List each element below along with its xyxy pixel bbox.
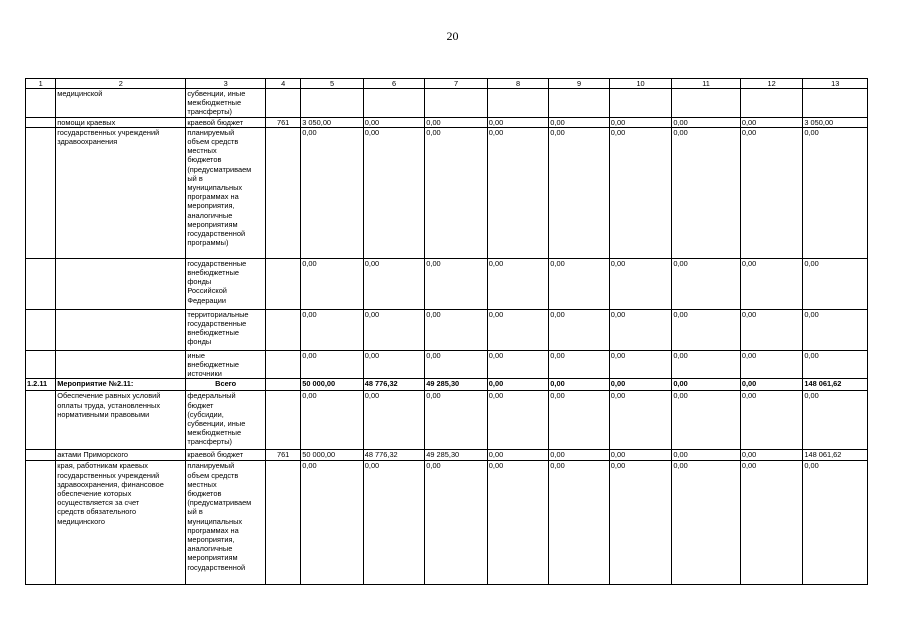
- funding-source-cell: Всего: [186, 379, 266, 391]
- column-header: 2: [56, 79, 186, 89]
- value-cell: 0,00: [549, 117, 610, 127]
- code-cell: 761: [265, 450, 300, 461]
- code-cell: [265, 309, 300, 350]
- column-header: 5: [301, 79, 364, 89]
- value-cell: 0,00: [301, 258, 364, 309]
- value-cell: 0,00: [487, 258, 549, 309]
- value-cell: 0,00: [487, 379, 549, 391]
- row-id-cell: [26, 117, 56, 127]
- value-cell: 0,00: [549, 450, 610, 461]
- row-id-cell: [26, 350, 56, 379]
- value-cell: 0,00: [672, 258, 741, 309]
- row-name-cell: актами Приморского: [56, 450, 186, 461]
- funding-source-cell: краевой бюджет: [186, 450, 266, 461]
- funding-source-cell: территориальные государственные внебюджетные фонды: [186, 309, 266, 350]
- value-cell: 0,00: [740, 379, 803, 391]
- code-cell: [265, 258, 300, 309]
- value-cell: 0,00: [803, 350, 868, 379]
- code-cell: [265, 461, 300, 585]
- funding-source-cell: государственные внебюджетные фонды Российской Федерации: [186, 258, 266, 309]
- value-cell: 50 000,00: [301, 450, 364, 461]
- page-number: 20: [446, 29, 459, 43]
- value-cell: 0,00: [672, 117, 741, 127]
- table-row: [26, 450, 868, 461]
- value-cell: 0,00: [487, 350, 549, 379]
- column-header: 4: [265, 79, 300, 89]
- row-id-cell: 1.2.11: [26, 379, 56, 391]
- value-cell: 0,00: [549, 391, 610, 450]
- value-cell: 0,00: [487, 391, 549, 450]
- column-header: 9: [549, 79, 610, 89]
- column-header: 13: [803, 79, 868, 89]
- value-cell: 0,00: [609, 461, 672, 585]
- header-row: [26, 79, 868, 89]
- row-id-cell: [26, 127, 56, 258]
- value-cell: 0,00: [803, 461, 868, 585]
- table-row: [26, 258, 868, 309]
- value-cell: 0,00: [363, 258, 425, 309]
- value-cell: 0,00: [363, 350, 425, 379]
- funding-source-cell: субвенции, иные межбюджетные трансферты): [186, 89, 266, 118]
- value-cell: 0,00: [740, 350, 803, 379]
- code-cell: 761: [265, 117, 300, 127]
- column-header: 1: [26, 79, 56, 89]
- row-id-cell: [26, 450, 56, 461]
- value-cell: 0,00: [425, 350, 488, 379]
- value-cell: [301, 89, 364, 118]
- value-cell: 0,00: [425, 309, 488, 350]
- row-id-cell: [26, 258, 56, 309]
- code-cell: [265, 350, 300, 379]
- row-id-cell: [26, 309, 56, 350]
- value-cell: 0,00: [803, 127, 868, 258]
- value-cell: 49 285,30: [425, 379, 488, 391]
- value-cell: 148 061,62: [803, 379, 868, 391]
- value-cell: [487, 89, 549, 118]
- value-cell: 0,00: [672, 350, 741, 379]
- value-cell: 48 776,32: [363, 379, 425, 391]
- funding-source-cell: иные внебюджетные источники: [186, 350, 266, 379]
- value-cell: [672, 89, 741, 118]
- value-cell: 0,00: [487, 461, 549, 585]
- value-cell: 0,00: [740, 258, 803, 309]
- value-cell: 0,00: [609, 379, 672, 391]
- code-cell: [265, 89, 300, 118]
- table-row: [26, 379, 868, 391]
- value-cell: [803, 89, 868, 118]
- value-cell: 0,00: [740, 450, 803, 461]
- value-cell: 0,00: [425, 127, 488, 258]
- value-cell: 0,00: [609, 309, 672, 350]
- value-cell: 0,00: [549, 461, 610, 585]
- column-header: 12: [740, 79, 803, 89]
- column-header: 7: [425, 79, 488, 89]
- value-cell: 0,00: [487, 127, 549, 258]
- budget-table: [25, 78, 868, 585]
- value-cell: 0,00: [425, 391, 488, 450]
- row-name-cell: Обеспечение равных условий оплаты труда, установленных нормативными правовыми: [56, 391, 186, 450]
- value-cell: 0,00: [301, 391, 364, 450]
- value-cell: [549, 89, 610, 118]
- value-cell: 0,00: [425, 258, 488, 309]
- funding-source-cell: планируемый объем средств местных бюджетов (предусматриваем ый в муниципальных программах на мероприятия, аналогичные мероприятиям государственной программы): [186, 127, 266, 258]
- row-id-cell: [26, 391, 56, 450]
- value-cell: [609, 89, 672, 118]
- value-cell: 0,00: [672, 391, 741, 450]
- value-cell: 0,00: [487, 117, 549, 127]
- value-cell: 0,00: [672, 450, 741, 461]
- table-row: [26, 461, 868, 585]
- code-cell: [265, 391, 300, 450]
- value-cell: [740, 89, 803, 118]
- value-cell: 49 285,30: [425, 450, 488, 461]
- value-cell: 0,00: [363, 461, 425, 585]
- table-row: [26, 350, 868, 379]
- row-name-cell: Мероприятие №2.11:: [56, 379, 186, 391]
- value-cell: 0,00: [609, 350, 672, 379]
- value-cell: 0,00: [672, 379, 741, 391]
- column-header: 11: [672, 79, 741, 89]
- value-cell: 0,00: [549, 309, 610, 350]
- value-cell: 50 000,00: [301, 379, 364, 391]
- value-cell: 3 050,00: [803, 117, 868, 127]
- funding-source-cell: краевой бюджет: [186, 117, 266, 127]
- value-cell: 0,00: [363, 309, 425, 350]
- row-id-cell: [26, 89, 56, 118]
- value-cell: 3 050,00: [301, 117, 364, 127]
- value-cell: 0,00: [740, 391, 803, 450]
- code-cell: [265, 379, 300, 391]
- row-name-cell: помощи краевых: [56, 117, 186, 127]
- value-cell: 0,00: [301, 309, 364, 350]
- table-row: [26, 117, 868, 127]
- value-cell: 48 776,32: [363, 450, 425, 461]
- value-cell: 0,00: [740, 127, 803, 258]
- value-cell: 0,00: [609, 391, 672, 450]
- value-cell: [425, 89, 488, 118]
- value-cell: 0,00: [672, 309, 741, 350]
- value-cell: 0,00: [672, 461, 741, 585]
- value-cell: 0,00: [609, 127, 672, 258]
- value-cell: 0,00: [363, 127, 425, 258]
- value-cell: 0,00: [609, 258, 672, 309]
- value-cell: 0,00: [549, 127, 610, 258]
- value-cell: 0,00: [609, 450, 672, 461]
- value-cell: 0,00: [425, 461, 488, 585]
- value-cell: 0,00: [301, 127, 364, 258]
- row-name-cell: [56, 350, 186, 379]
- value-cell: 0,00: [301, 350, 364, 379]
- value-cell: 0,00: [487, 450, 549, 461]
- value-cell: 0,00: [549, 350, 610, 379]
- value-cell: 0,00: [672, 127, 741, 258]
- column-header: 8: [487, 79, 549, 89]
- table-row: [26, 391, 868, 450]
- row-name-cell: края, работникам краевых государственных учреждений здравоохранения, финансовое обеспечение которых осуществляется за счет средств обязательного медицинского: [56, 461, 186, 585]
- funding-source-cell: федеральный бюджет (субсидии, субвенции, иные межбюджетные трансферты): [186, 391, 266, 450]
- row-name-cell: [56, 309, 186, 350]
- column-header: 6: [363, 79, 425, 89]
- value-cell: 0,00: [803, 391, 868, 450]
- value-cell: 0,00: [740, 117, 803, 127]
- value-cell: 0,00: [549, 258, 610, 309]
- code-cell: [265, 127, 300, 258]
- value-cell: 0,00: [740, 309, 803, 350]
- column-header: 3: [186, 79, 266, 89]
- value-cell: 0,00: [363, 117, 425, 127]
- value-cell: 0,00: [487, 309, 549, 350]
- value-cell: [363, 89, 425, 118]
- table-row: [26, 309, 868, 350]
- row-name-cell: медицинской: [56, 89, 186, 118]
- value-cell: 0,00: [803, 309, 868, 350]
- value-cell: 0,00: [549, 379, 610, 391]
- value-cell: 0,00: [301, 461, 364, 585]
- table-row: [26, 127, 868, 258]
- value-cell: 0,00: [363, 391, 425, 450]
- value-cell: 0,00: [425, 117, 488, 127]
- row-name-cell: государственных учреждений здравоохранения: [56, 127, 186, 258]
- value-cell: 0,00: [609, 117, 672, 127]
- value-cell: 0,00: [803, 258, 868, 309]
- row-id-cell: [26, 461, 56, 585]
- column-header: 10: [609, 79, 672, 89]
- value-cell: 148 061,62: [803, 450, 868, 461]
- table-row: [26, 89, 868, 118]
- funding-source-cell: планируемый объем средств местных бюджетов (предусматриваем ый в муниципальных программах на мероприятия, аналогичные мероприятиям государственной: [186, 461, 266, 585]
- row-name-cell: [56, 258, 186, 309]
- value-cell: 0,00: [740, 461, 803, 585]
